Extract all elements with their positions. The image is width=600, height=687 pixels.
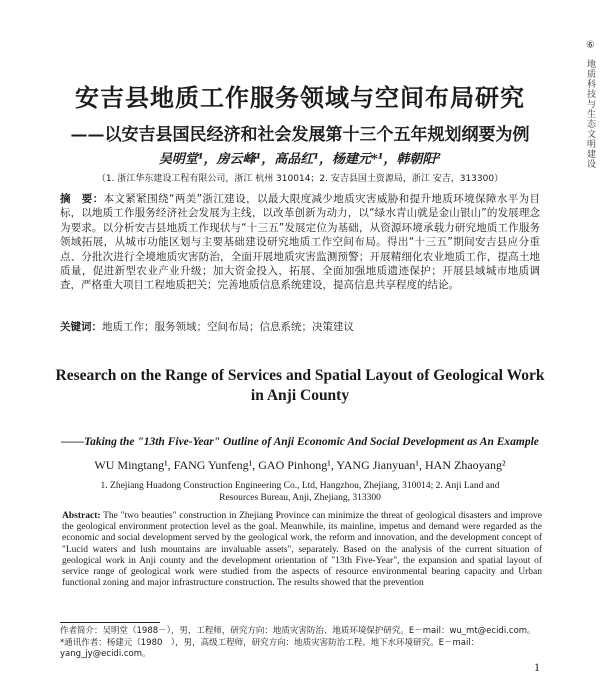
journal-column-tag: [574, 40, 596, 169]
chinese-keywords: [60, 319, 540, 334]
chinese-keywords-label: 关键词：: [60, 321, 102, 333]
english-abstract: [62, 511, 542, 589]
chinese-keywords-text: 地质工作；服务领域；空间布局；信息系统；决策建议: [102, 321, 354, 333]
page-number: 1: [534, 660, 540, 674]
english-title: Research on the Range of Services and Spatial Layout of Geological Work in Anji County: [55, 367, 545, 404]
footnotes: [60, 626, 540, 661]
footnote-corresponding-author: *通讯作者：杨建元（1980 ），男，高级工程师，研究方向：地质灾害防治工程、地下水环境研究。E－mail：yang_jy@ecidi.com。: [60, 637, 480, 659]
english-authors: WU Mingtang¹, FANG Yunfeng¹, GAO Pinhong¹, YANG Jianyuan¹, HAN Zhaoyang²: [94, 458, 506, 472]
chinese-title: 安吉县地质工作服务领域与空间布局研究: [75, 83, 525, 112]
chinese-abstract-text: 本文紧紧围绕“两美”浙江建设，以最大限度减少地质灾害威胁和提升地质环境保障水平为目标，以地质工作服务经济社会发展为主线，以改革创新为动力，以“绿水青山就是金山银山”的发展理念为要求。以分析安吉县地质工作现状与“十三五”发展定位为基础，从资源环境承载力研究地质工作服务领域拓展，从城市功能区划与主要基础建设研究地质工作空间布局。得出“十三五”期间安吉县应分重点、分批次进行全境地质灾害防治，全面开展地质灾害监测预警；开展精细化农业地质工作，提高土地质量，促进新型农业产业升级；加大资金投入，拓展、全面加强地质遗迹保护；开展县域城市地质调查，严格重大项目工程地质把关；完善地质信息系统建设，提高信息共享程度的结论。: [60, 193, 540, 292]
english-abstract-text: The "two beauties" construction in Zhejiang Province can minimize the threat of geological disasters and improve the geological environment protection level as the goal. Meanwhile, its mainline, impetus and demand were regarded as the economic and social development served by the geological work, the reform and innovation, and the development concept of "Lucid waters and lush mountains are invaluable assets", separately. Based on the analysis of the current situation of geological work in Anji county and the development orientation of "13th Five-Year", the expansion and spatial layout of service range of geological work were studied from the aspects of resource environmental bearing capacity and Urban functional zoning and major infrastructure construction. The results showed that the prevention: [62, 511, 542, 589]
chinese-subtitle: ——以安吉县国民经济和社会发展第十三个五年规划纲要为例: [70, 125, 530, 145]
chinese-authors: 吴明堂¹，房云峰¹，高品红¹，杨建元*¹，韩朝阳²: [158, 152, 442, 167]
english-subtitle: ——Taking the "13th Five-Year" Outline of Anji Economic And Social Development as An Example: [61, 436, 539, 448]
footnote-divider: [60, 622, 160, 623]
column-mark: ⑥: [585, 40, 596, 52]
english-affiliation: 1. Zhejiang Huadong Construction Engineering Co., Ltd, Hangzhou, Zhejiang, 310014; 2. Anji Land and Resources Bureau, Anji, Zhejiang, 313300: [100, 481, 500, 503]
chinese-abstract-label: 摘 要：: [60, 193, 104, 205]
chinese-affiliation: （1. 浙江华东建设工程有限公司，浙江 杭州 310014；2. 安吉县国土资源局，浙江 安吉，313300）: [96, 174, 504, 184]
footnote-author-bio: 作者简介：吴明堂（1988－），男，工程师，研究方向：地质灾害防治、地质环境保护研究。E－mail：wu_mt@ecidi.com。: [60, 626, 536, 636]
column-tag-text: 地质科技与生态文明建设: [585, 58, 595, 169]
english-abstract-label: Abstract:: [62, 511, 101, 521]
chinese-abstract: [60, 192, 540, 293]
